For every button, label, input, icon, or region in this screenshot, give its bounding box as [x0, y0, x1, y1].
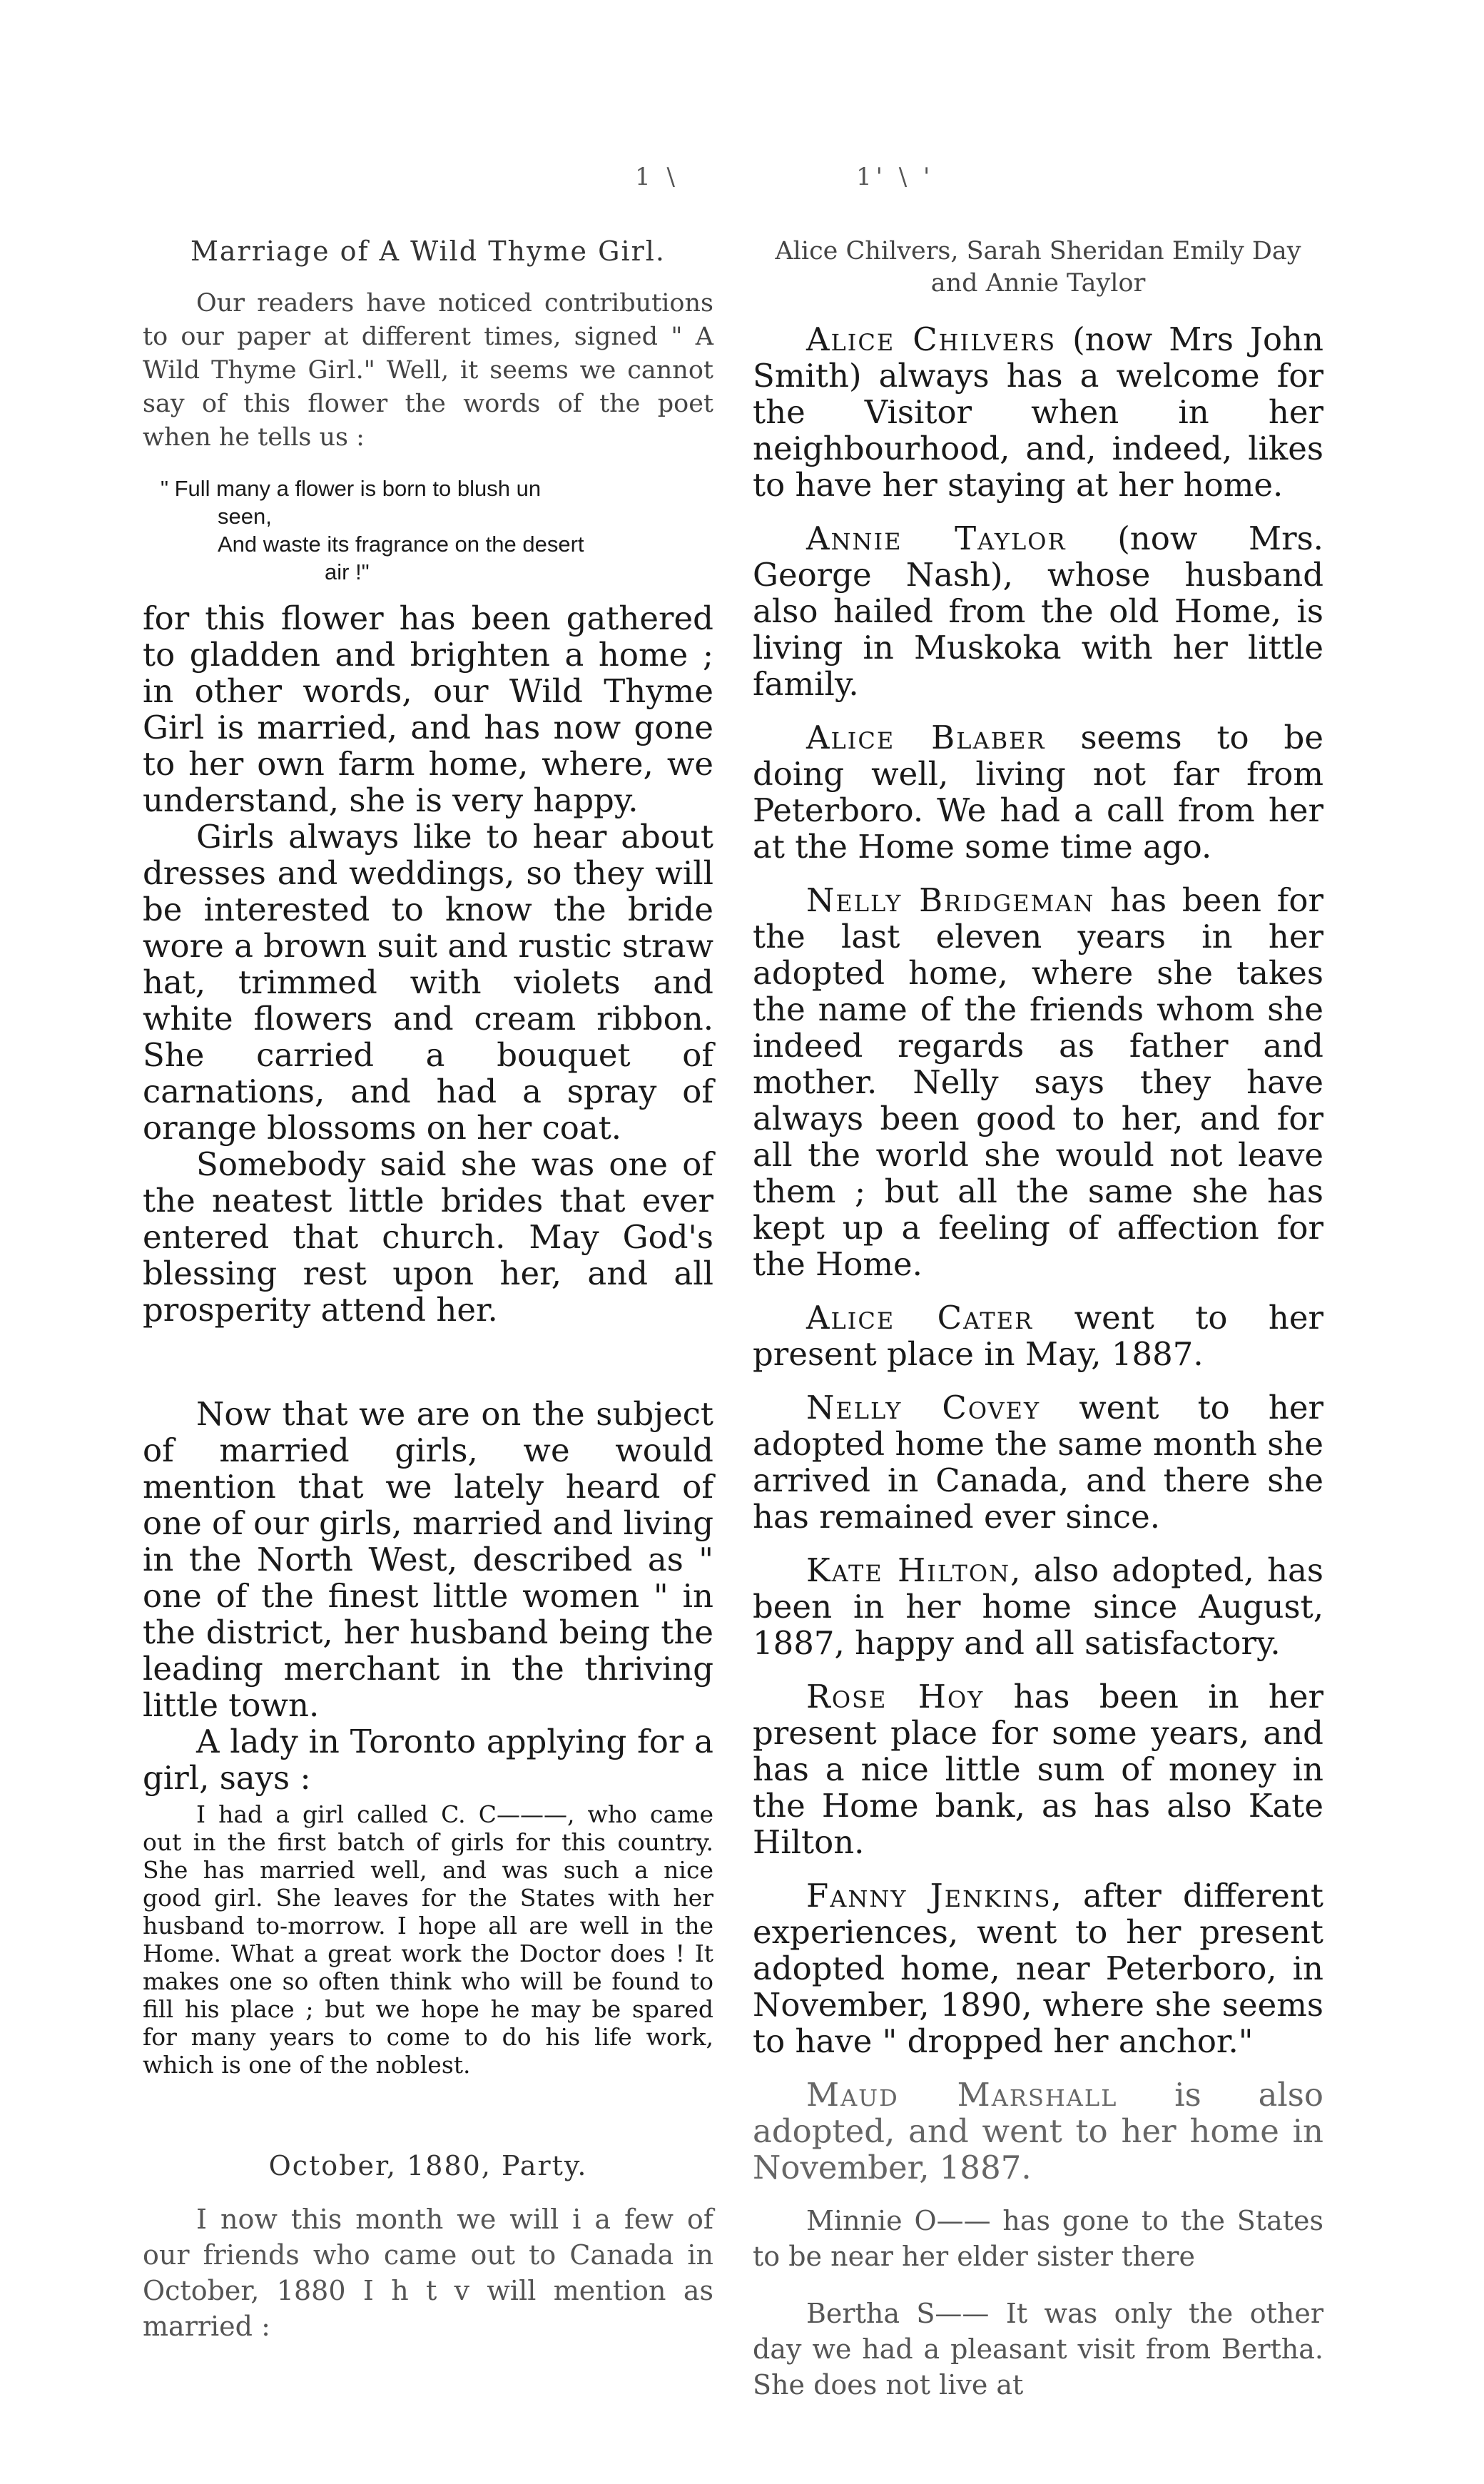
poem-line: seen, — [218, 504, 272, 529]
person-name: Annie Taylor — [806, 519, 1067, 557]
page-folio-right: 1' \ ' — [856, 163, 935, 191]
intro-paragraph: Our readers have noticed contributions to our paper at different times, signed " A Wild Thyme Girl." Well, it seems we cannot say of this flower the words of the poet when he tells us : — [143, 289, 713, 452]
entry-text: is also adopted, and went to her home in November, 1887. — [753, 2076, 1323, 2186]
entry-paragraph — [753, 1552, 1323, 1661]
entry-paragraph — [753, 719, 1323, 865]
poem-line: And waste its fragrance on the desert — [218, 532, 584, 557]
person-name: Kate Hilton — [806, 1551, 1011, 1589]
paragraph: Girls always like to hear about dresses and weddings, so they will be interested to know the bride wore a brown suit and rustic straw hat, trimmed with violets and white flowers and cream ribbon. She carried a bouquet of carnations, and had a spray of orange blossoms on her coat. — [143, 818, 713, 1147]
entry-paragraph — [753, 1678, 1323, 1860]
person-name: Alice Blaber — [806, 719, 1046, 756]
person-name: Maud Marshall — [806, 2076, 1118, 2114]
left-column — [143, 235, 713, 2344]
entry-text: went to her present place in May, 1887. — [753, 1299, 1323, 1373]
person-name: Rose Hoy — [806, 1678, 985, 1715]
article-title: Marriage of A Wild Thyme Girl. — [190, 235, 666, 267]
paragraph: Now that we are on the subject of married girls, we would mention that we lately heard of one of our girls, married and living in the North West, described as " one of the finest little women " in the district, her husband being the leading merchant in the thriving little town. — [143, 1395, 713, 1724]
paragraph: A lady in Toronto applying for a girl, says : — [143, 1723, 713, 1797]
entry-paragraph: Bertha S—— It was only the other day we had a pleasant visit from Bertha. She does not live at — [753, 2298, 1323, 2401]
entry-text: , also adopted, has been in her home since August, 1887, happy and all satisfactory. — [753, 1551, 1323, 1662]
poem-quote — [161, 475, 713, 586]
entry-text: has been for the last eleven years in her adopted home, where she takes the name of the friends whom she indeed regards as father and mother. Nelly says they have always been good to her, and for all the world she would not leave them ; but all the same she has kept up a feeling of affection for the Home. — [753, 881, 1323, 1283]
paragraph: for this flower has been gathered to gladden and brighten a home ; in other words, our Wild Thyme Girl is married, and has now gone to her own farm home, where, we understand, she is very happy. — [143, 599, 713, 819]
entry-text: went to her adopted home the same month she arrived in Canada, and there she has remained ever since. — [753, 1389, 1323, 1536]
entry-paragraph — [753, 1389, 1323, 1535]
entry-paragraph — [753, 1877, 1323, 2059]
entry-text: , after different experiences, went to her present adopted home, near Peterboro, in November, 1890, where she seems to have " dropped her anchor." — [753, 1877, 1323, 2060]
paragraph: I now this month we will i a few of our friends who came out to Canada in October, 1880 I h t v will mention as married : — [143, 2204, 713, 2342]
paragraph: Somebody said she was one of the neatest little brides that ever entered that church. May God's blessing rest upon her, and all prosperity attend her. — [143, 1145, 713, 1329]
person-name: Fanny Jenkins — [806, 1877, 1052, 1915]
entry-paragraph — [753, 882, 1323, 1282]
entry-text: has been in her present place for some years, and has a nice little sum of money in the Home bank, as has also Kate Hilton. — [753, 1678, 1323, 1861]
section-subtitle: Alice Chilvers, Sarah Sheridan Emily Day and Annie Taylor — [775, 237, 1301, 298]
poem-line: " Full many a flower is born to blush un — [161, 476, 542, 501]
entry-paragraph — [753, 520, 1323, 702]
page-folio-left: 1 \ — [635, 163, 679, 191]
person-name: Nelly Bridgeman — [806, 881, 1095, 919]
entry-paragraph — [753, 321, 1323, 503]
entry-text: (now Mrs John Smith) always has a welcome for the Visitor when in her neighbourhood, and, indeed, likes to have her staying at her home. — [753, 320, 1324, 504]
person-name: Alice Cater — [806, 1299, 1034, 1337]
entry-paragraph: Minnie O—— has gone to the States to be near her elder sister there — [753, 2205, 1323, 2272]
person-name: Alice Chilvers — [806, 320, 1057, 358]
right-column — [753, 235, 1323, 2403]
entry-text: seems to be doing well, living not far from Peterboro. We had a call from her at the Home some time ago. — [753, 719, 1323, 866]
section-heading: October, 1880, Party. — [268, 2150, 588, 2181]
entry-paragraph — [753, 2077, 1323, 2186]
entry-paragraph — [753, 1299, 1323, 1372]
poem-line: air !" — [325, 559, 370, 584]
entry-text: (now Mrs. George Nash), whose husband also hailed from the old Home, is living in Muskoka with her little family. — [753, 519, 1323, 703]
person-name: Nelly Covey — [806, 1389, 1041, 1426]
quoted-letter: I had a girl called C. C———, who came out in the first batch of girls for this country. She has married well, and was such a nice good girl. She leaves for the States with her husband to-morrow. I hope all are well in the Home. What a great work the Doctor does ! It makes one so often think who will be found to fill his place ; but we hope he may be spared for many years to come to do his life work, which is one of the noblest. — [143, 1800, 713, 2079]
